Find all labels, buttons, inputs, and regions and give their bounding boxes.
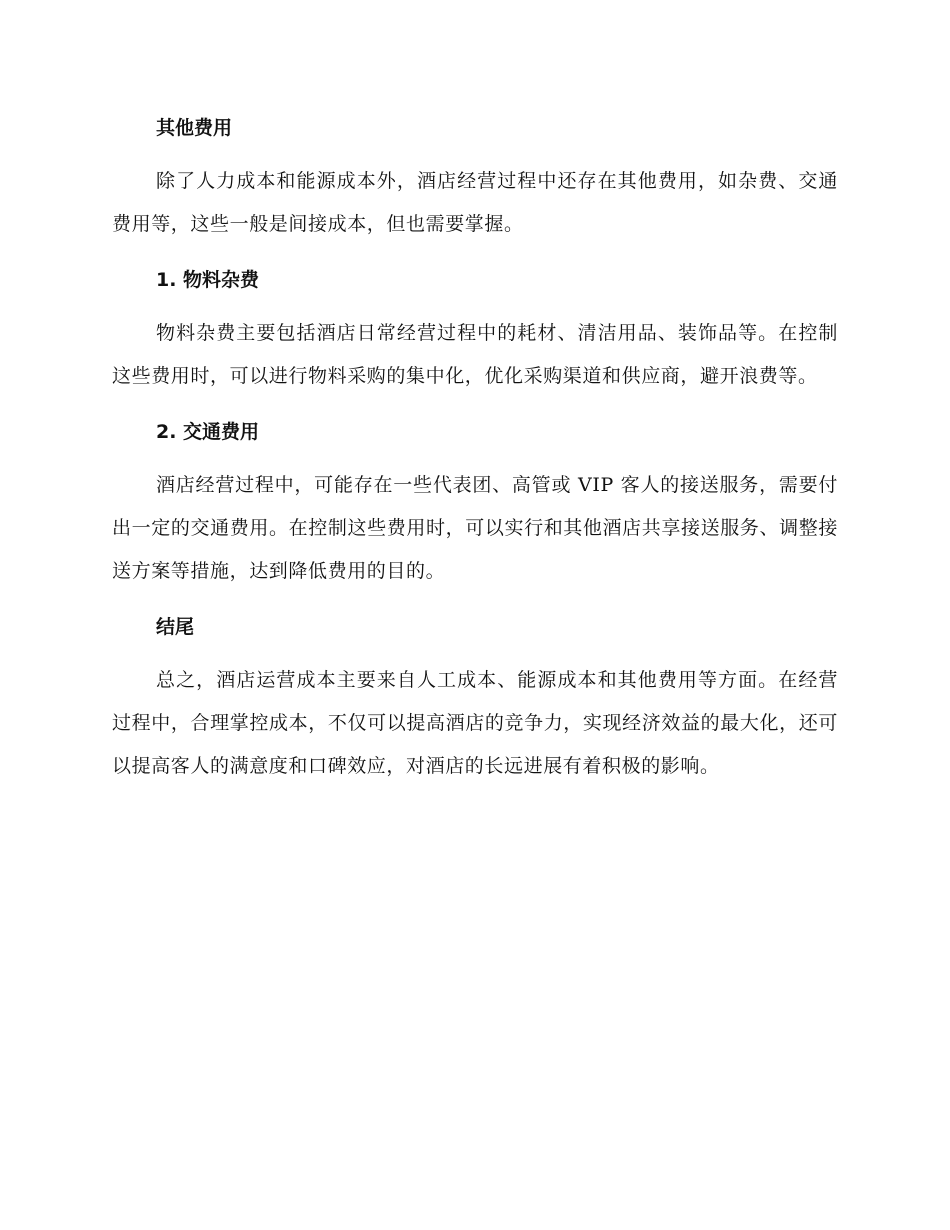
section-heading: 2. 交通费用 <box>156 421 260 443</box>
section-paragraph: 总之，酒店运营成本主要来自人工成本、能源成本和其他费用等方面。在经营过程中，合理掌控成本，不仅可以提高酒店的竞争力，实现经济效益的最大化，还可以提高客人的满意度和口碑效应，对酒店的长远进展有着积极的影响。 <box>112 669 838 777</box>
section-heading: 结尾 <box>156 616 195 638</box>
section-paragraph: 除了人力成本和能源成本外，酒店经营过程中还存在其他费用，如杂费、交通费用等，这些一般是间接成本，但也需要掌握。 <box>112 170 838 235</box>
section-conclusion <box>112 607 838 788</box>
section-heading: 其他费用 <box>156 117 233 139</box>
section-heading: 1. 物料杂费 <box>156 269 260 291</box>
section-paragraph: 物料杂费主要包括酒店日常经营过程中的耗材、清洁用品、装饰品等。在控制这些费用时，可以进行物料采购的集中化，优化采购渠道和供应商，避开浪费等。 <box>112 322 838 387</box>
section-transport-expenses <box>112 412 838 593</box>
section-paragraph: 酒店经营过程中，可能存在一些代表团、高管或 VIP 客人的接送服务，需要付出一定的交通费用。在控制这些费用时，可以实行和其他酒店共享接送服务、调整接送方案等措施，达到降低费用的目的。 <box>112 474 838 582</box>
section-material-expenses <box>112 260 838 398</box>
section-other-expenses <box>112 108 838 246</box>
